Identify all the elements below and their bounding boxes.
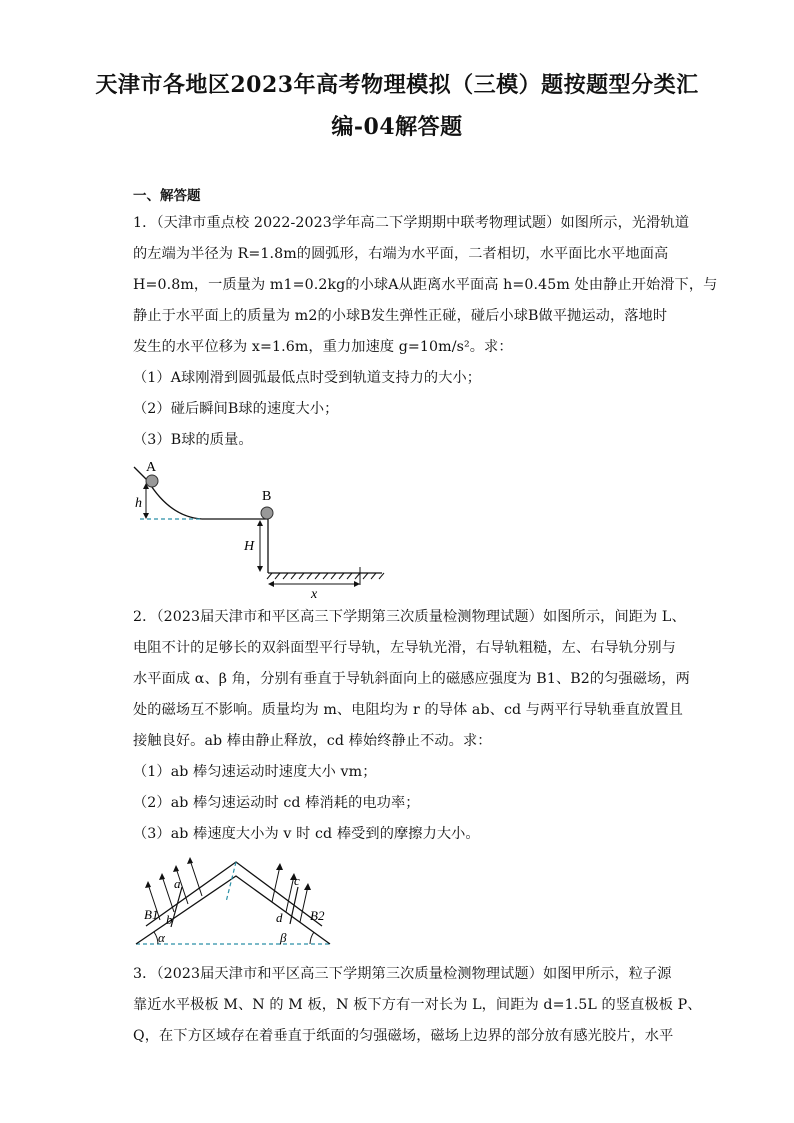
label-d-bar: d bbox=[276, 910, 283, 925]
q1-line-3: H=0.8m，一质量为 m1=0.2kg的小球A从距离水平面高 h=0.45m 处由静止开始滑下，与 bbox=[133, 277, 718, 293]
q1-line-4: 静止于水平面上的质量为 m2的小球B发生弹性正碰，碰后小球B做平抛运动，落地时 bbox=[133, 308, 668, 324]
q1-sub-2: （2）碰后瞬间B球的速度大小； bbox=[133, 401, 339, 417]
q1-figure bbox=[130, 455, 390, 600]
doc-title-line-2: 编-04解答题 bbox=[331, 114, 463, 140]
q2-line-1: 2．（2023届天津市和平区高三下学期第三次质量检测物理试题）如图所示，间距为 L、 bbox=[133, 609, 686, 625]
q2-line-2: 电阻不计的足够长的双斜面型平行导轨，左导轨光滑，右导轨粗糙，左、右导轨分别与 bbox=[133, 640, 676, 656]
label-b: B bbox=[262, 489, 272, 504]
doc-title-line-1: 天津市各地区2023年高考物理模拟（三模）题按题型分类汇 bbox=[95, 72, 699, 98]
ball-a bbox=[146, 475, 158, 487]
q2-sub-1: （1）ab 棒匀速运动时速度大小 vm； bbox=[133, 764, 377, 780]
label-x: x bbox=[311, 587, 318, 602]
label-h: h bbox=[135, 496, 142, 511]
label-a-bar: a bbox=[174, 876, 181, 891]
q2-line-3: 水平面成 α、β 角，分别有垂直于导轨斜面向上的磁感应强度为 B1、B2的匀强磁场，两 bbox=[133, 671, 690, 687]
section-heading: 一、解答题 bbox=[133, 188, 201, 204]
q1-line-5: 发生的水平位移为 x=1.6m，重力加速度 g=10m/s²。求： bbox=[133, 339, 513, 355]
q3-line-1: 3．（2023届天津市和平区高三下学期第三次质量检测物理试题）如图甲所示，粒子源 bbox=[133, 966, 672, 982]
label-beta: β bbox=[280, 930, 287, 945]
q3-line-3: Q，在下方区域存在着垂直于纸面的匀强磁场，磁场上边界的部分放有感光胶片，水平 bbox=[133, 1028, 674, 1044]
q2-figure bbox=[130, 852, 340, 952]
label-a: A bbox=[146, 460, 157, 475]
ball-b bbox=[261, 507, 273, 519]
label-b1: B1 bbox=[144, 907, 159, 922]
q2-line-4: 处的磁场互不影响。质量均为 m、电阻均为 r 的导体 ab、cd 与两平行导轨垂直放置且 bbox=[133, 702, 683, 718]
label-c-bar: c bbox=[294, 873, 300, 888]
q1-sub-3: （3）B球的质量。 bbox=[133, 432, 253, 448]
q1-line-1: 1．（天津市重点校 2022-2023学年高二下学期期中联考物理试题）如图所示，光滑轨道 bbox=[133, 215, 690, 231]
q1-line-2: 的左端为半径为 R=1.8m的圆弧形，右端为水平面，二者相切，水平面比水平地面高 bbox=[133, 246, 669, 262]
label-b-bar: b bbox=[166, 912, 173, 927]
q2-sub-3: （3）ab 棒速度大小为 v 时 cd 棒受到的摩擦力大小。 bbox=[133, 826, 480, 842]
label-H: H bbox=[244, 539, 255, 554]
q1-sub-1: （1）A球刚滑到圆弧最低点时受到轨道支持力的大小； bbox=[133, 370, 482, 386]
q2-line-5: 接触良好。ab 棒由静止释放，cd 棒始终静止不动。求： bbox=[133, 733, 492, 749]
label-b2: B2 bbox=[310, 908, 325, 923]
q2-sub-2: （2）ab 棒匀速运动时 cd 棒消耗的电功率； bbox=[133, 795, 420, 811]
label-alpha: α bbox=[158, 930, 165, 945]
q3-line-2: 靠近水平极板 M、N 的 M 板，N 板下方有一对长为 L，间距为 d=1.5L 的竖直极板 P、 bbox=[133, 997, 702, 1013]
